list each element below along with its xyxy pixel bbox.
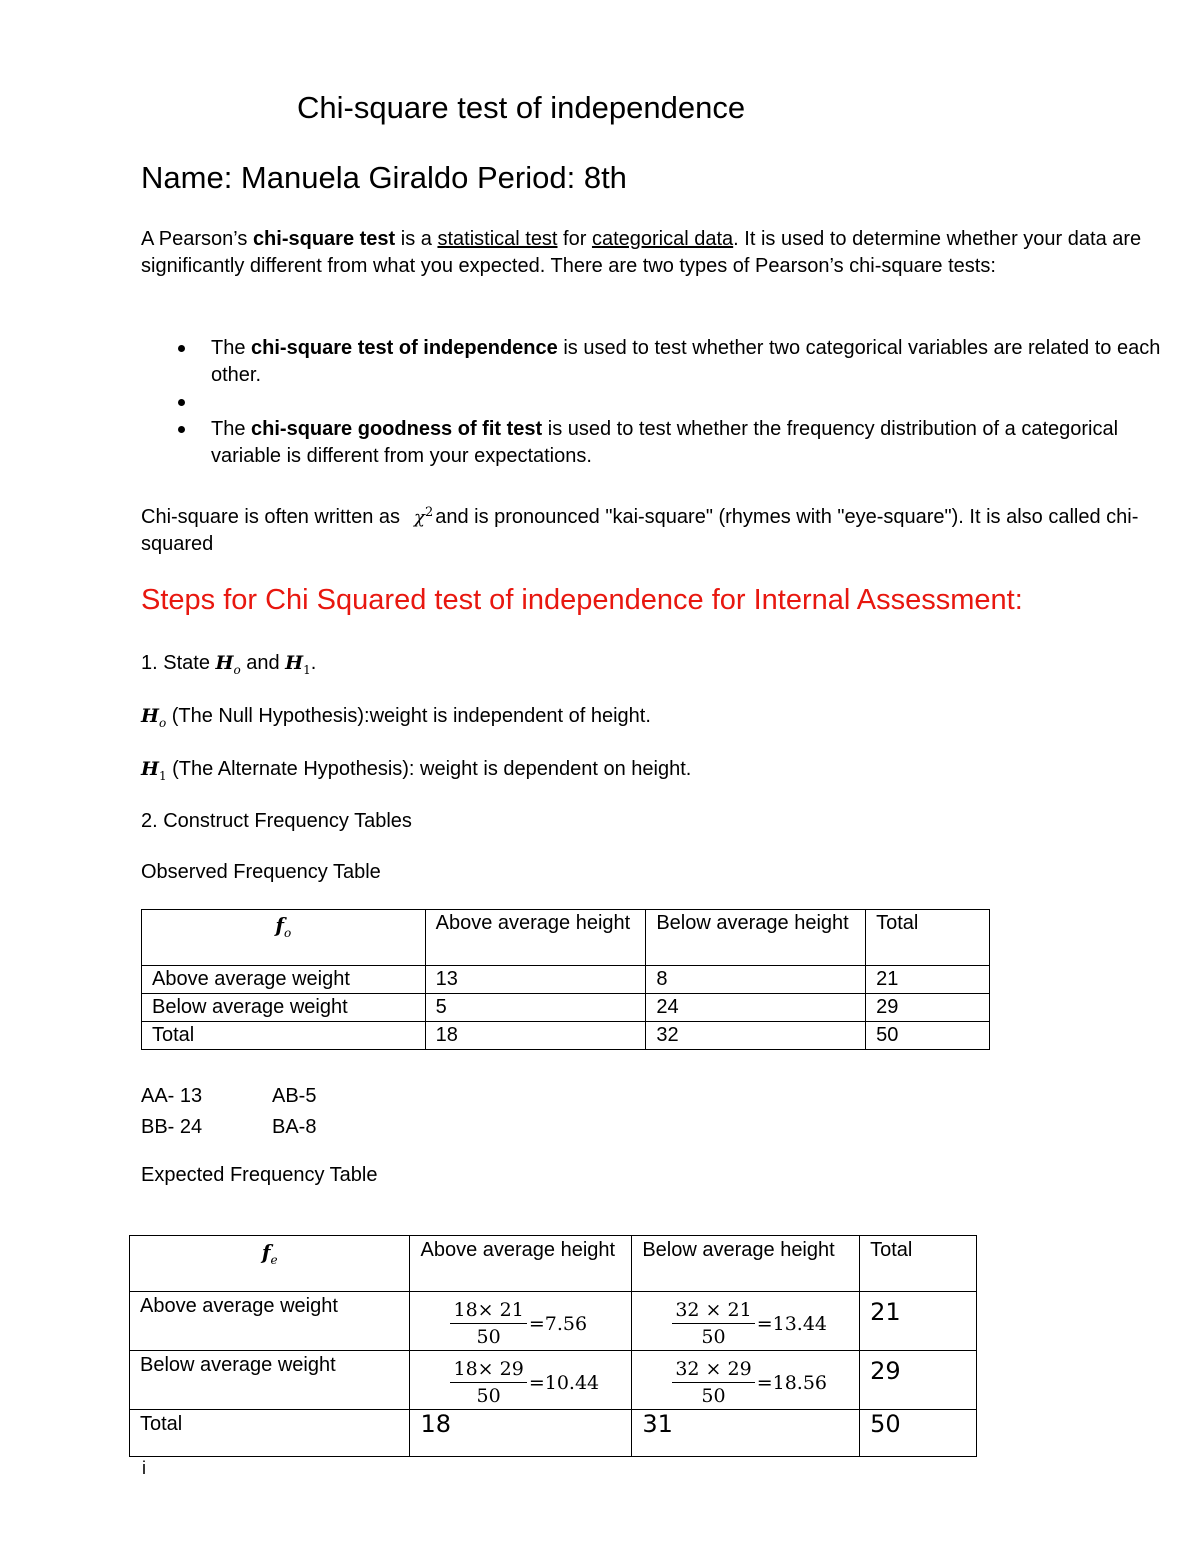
table-cell: 24 <box>646 994 866 1022</box>
column-header: Below average height <box>646 910 866 966</box>
formula-cell <box>410 1292 632 1351</box>
row-label: Below average weight <box>142 994 426 1022</box>
observed-table-title: Observed Frequency Table <box>141 861 381 883</box>
table-row <box>130 1292 977 1351</box>
table-corner-cell <box>142 910 426 966</box>
intro-text-1: A Pearson’s <box>141 228 253 250</box>
column-header: Above average height <box>425 910 646 966</box>
table-cell: 18 <box>425 1022 646 1050</box>
chi-square-note: Chi-square is often written as $\chi^2$ and is pronounced "kai-square" (rhymes with "eye-square"). It is also called chi-squared <box>141 505 1139 555</box>
code-row: BB- 24 BA-8 <box>141 1116 317 1138</box>
table-row <box>130 1351 977 1410</box>
column-header: Total <box>866 910 990 966</box>
list-item: The chi-square test of independence is used to test whether two categorical variables are related to each other. <box>172 335 1182 389</box>
formula-cell <box>410 1351 632 1410</box>
column-header: Total <box>860 1236 977 1292</box>
alternate-hypothesis-line: $H_1$ (The Alternate Hypothesis): weight is dependent on height. <box>141 758 692 783</box>
expected-table-title: Expected Frequency Table <box>141 1164 378 1186</box>
row-label: Above average weight <box>130 1292 410 1351</box>
h0-symbol: $H_o$ <box>215 652 241 677</box>
table-cell: 50 <box>860 1410 977 1457</box>
table-header-row <box>142 910 990 966</box>
observed-frequency-table <box>141 909 990 1050</box>
cell-codes <box>141 1081 403 1143</box>
table-row <box>142 966 990 994</box>
formula-cell <box>632 1351 860 1410</box>
statistical-test-link[interactable]: statistical test <box>437 228 558 250</box>
table-cell: 8 <box>646 966 866 994</box>
intro-bold-term: chi-square test <box>252 228 396 250</box>
row-label: Above average weight <box>142 966 426 994</box>
intro-text-2: is a <box>395 228 438 250</box>
table-cell: 32 <box>646 1022 866 1050</box>
h1-symbol: $H_1$ <box>285 652 311 677</box>
intro-text-4: . It is used to determine whether your data are significantly different from what you expected. There are two types of Pearson’s chi-square tests: <box>141 228 1142 277</box>
fraction: $\frac{32 \times 29}{50}$ =18.56 <box>672 1357 827 1409</box>
table-row <box>142 1022 990 1050</box>
test-types-list <box>172 335 1182 470</box>
step-1-line: 1. State $H_o$ and $H_1$. <box>141 652 317 677</box>
table-cell: 50 <box>866 1022 990 1050</box>
formula-cell <box>632 1292 860 1351</box>
steps-heading: Steps for Chi Squared test of independence for Internal Assessment: <box>141 584 1023 616</box>
table-row <box>142 994 990 1022</box>
fraction: $\frac{18\times 21}{50}$ =7.56 <box>450 1298 587 1350</box>
intro-paragraph <box>141 226 1181 280</box>
row-label: Below average weight <box>130 1351 410 1410</box>
table-cell: 5 <box>425 994 646 1022</box>
fe-symbol: $f_e$ <box>261 1240 278 1267</box>
table-row <box>130 1410 977 1457</box>
table-cell: 29 <box>866 994 990 1022</box>
table-cell: 21 <box>860 1292 977 1351</box>
table-cell: 21 <box>866 966 990 994</box>
student-name-line: Name: Manuela Giraldo Period: 8th <box>141 160 627 195</box>
expected-frequency-table <box>129 1235 977 1457</box>
intro-text-3: for <box>557 228 592 250</box>
table-cell: 31 <box>632 1410 860 1457</box>
categorical-data-link[interactable]: categorical data <box>591 228 734 250</box>
list-item-empty <box>172 389 1182 416</box>
table-cell: 29 <box>860 1351 977 1410</box>
column-header: Above average height <box>410 1236 632 1292</box>
null-hypothesis-line: $H_o$ (The Null Hypothesis):weight is independent of height. <box>141 705 651 730</box>
row-label: Total <box>130 1410 410 1457</box>
chi-squared-symbol: $\chi^2$ <box>414 505 434 528</box>
fo-symbol: $f_o$ <box>275 913 292 940</box>
footer-mark: i <box>142 1458 146 1478</box>
list-item: The chi-square goodness of fit test is used to test whether the frequency distribution of a categorical variable is different from your expectations. <box>172 416 1182 470</box>
fraction: $\frac{18\times 29}{50}$ =10.44 <box>450 1357 599 1409</box>
code-row: AA- 13 AB-5 <box>141 1085 317 1107</box>
column-header: Below average height <box>632 1236 860 1292</box>
goodness-of-fit-term: chi-square goodness of fit test <box>251 418 543 440</box>
independence-term: chi-square test of independence <box>251 337 558 359</box>
table-cell: 13 <box>425 966 646 994</box>
table-corner-cell <box>130 1236 410 1292</box>
step-2-line: 2. Construct Frequency Tables <box>141 810 412 832</box>
fraction: $\frac{32 \times 21}{50}$ =13.44 <box>672 1298 827 1350</box>
page-title: Chi-square test of independence <box>297 90 746 125</box>
row-label: Total <box>142 1022 426 1050</box>
h0-symbol: $H_o$ <box>141 705 167 730</box>
table-header-row <box>130 1236 977 1292</box>
table-cell: 18 <box>410 1410 632 1457</box>
h1-symbol: $H_1$ <box>141 758 167 783</box>
